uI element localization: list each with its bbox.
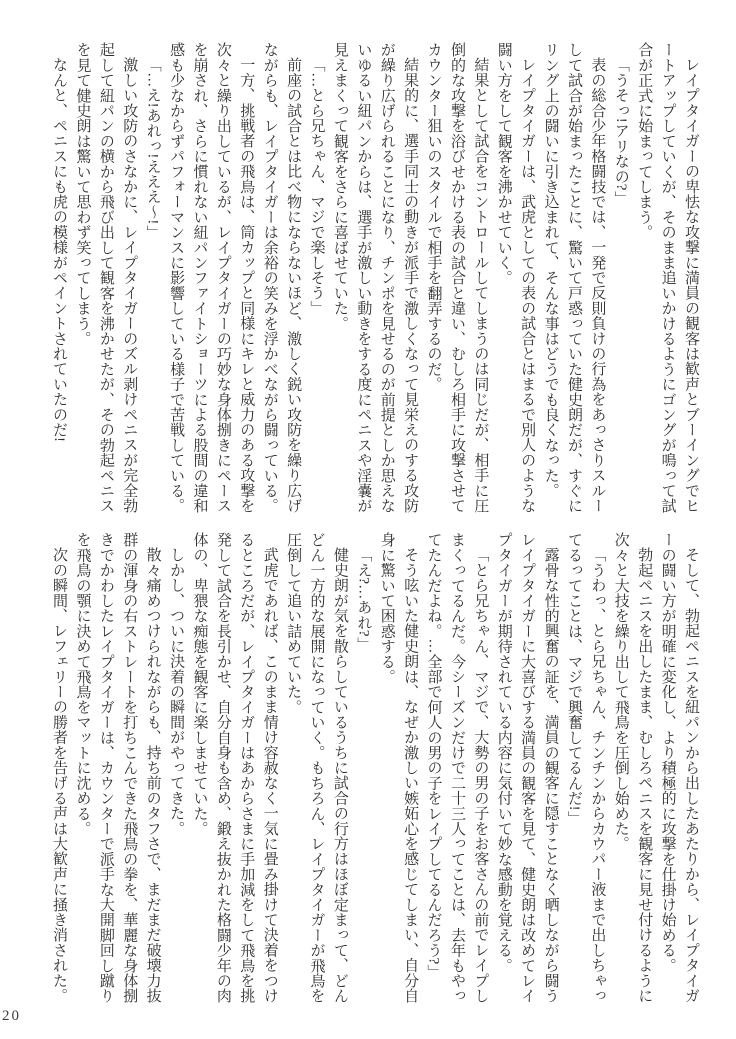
paragraph: 散々痛めつけられながらも、持ち前のタフさで、まだまだ破壊力抜群の渾身の右ストレートを打ちこんできた飛鳥の拳を、華麗な身体捌きでかわしたレイプタイガーは、カウンターで派手な大開脚回し蹴りを飛鳥の顎に決めて飛鳥をマットに沈める。	[74, 532, 161, 1004]
paragraph: 「とら兄ちゃん、マジで、大勢の男の子をお客さんの前でレイプしまくってるんだ。今シーズンだけで二十三人ってことは、去年もやってたんだよね。…全部で何人の男の子をレイプしてるんだろう?」	[425, 532, 489, 1004]
paragraph: 次の瞬間、レフェリーの勝者を告げる声は大歓声に掻き消された。	[51, 547, 68, 1003]
paragraph: 勃起ペニスを出したまま、むしろペニスを観客に見せ付けるように次々と大技を繰り出して飛鳥を圧倒し始めた。	[612, 532, 653, 1003]
paragraph: 「うそっ!アリなの?」	[612, 57, 629, 206]
text-block-lower	[47, 532, 702, 1006]
paragraph: 結果的に、選手同士の動きが派手で激しくなって見栄えのする攻防が繰り広げられることになり、チンポを見せるのが前提としか思えないゆるい紐パンからは、選手が激しい動きをする度にペニスや淫嚢が見えまくって観客をさらに喜ばせていた。	[331, 42, 419, 514]
paragraph: 前座の試合とは比べ物にならないほど、激しく鋭い攻防を繰り広げながらも、レイプタイガーは余裕の笑みを浮かべながら闘っている。	[261, 42, 302, 514]
paragraph: レイプタイガーは、武虎としての表の試合とはまるで別人のような闘い方をして観客を沸かせていく。	[495, 42, 536, 513]
paragraph: 結果として試合をコントロールしてしまうのは同じだが、相手に圧倒的な攻撃を浴びせかける表の試合と違い、むしろ相手に攻撃させてカウンター狙いのスタイルで相手を翻弄するのだ。	[425, 42, 489, 514]
paragraph: なんと、ペニスにも虎の模様がペイントされていたのだ!	[51, 57, 68, 443]
paragraph: レイプタイガーの卑怯な攻撃に満員の観客は歓声とブーイングでヒートアップしていくが、そのまま追いかけるようにゴングが鳴って試合が正式に始まってしまう。	[636, 42, 699, 514]
page-number: 20	[2, 1008, 21, 1024]
paragraph: 「…とら兄ちゃん、マジで楽しそう」	[308, 57, 325, 316]
paragraph: そう呟いた健史朗は、なぜか激しい嫉妬心を感じてしまい、自分自身に驚いて困惑する。	[378, 532, 419, 1003]
paragraph: しかし、ついに決着の瞬間がやってきた。	[168, 547, 185, 836]
paragraph: 「え?…あれ?」	[355, 547, 372, 652]
paragraph: 「…え!あれっ!えええ〜!」	[144, 57, 161, 240]
paragraph: 武虎であれば、このまま情け容赦なく一気に畳み掛けて決着をつけるところだが、レイプタイガーはあからさまに手加減をして飛鳥を挑発して試合を長引かせ、自分自身も含め、鍛え抜かれた格闘少年の肉体の、卑猥な痴態を観客に楽しませていた。	[191, 532, 278, 1004]
paragraph: 健史朗が気を散らしているうちに試合の行方はほぼ定まって、どんどん一方的な展開になっていく。もちろん、レイプタイガーが飛鳥を圧倒して追い詰めていた。	[285, 532, 348, 1004]
paragraph: 激しい攻防のさなかに、レイプタイガーのズル剥けペニスが完全勃起して紐パンの横から飛び出して観客を沸かせたが、その勃起ペニスを見て健史朗は驚いて思わず笑ってしまう。	[74, 42, 138, 514]
paragraph: そして、勃起ペニスを紐パンから出したあたりから、レイプタイガーの闘い方が明確に変化し、より積極的に攻撃を仕掛け始める。	[659, 532, 699, 1003]
paragraph: 表の総合少年格闘技では、一発で反則負けの行為をあっさりスルーして試合が始まったことに、驚いて戸惑っていた健史朗だが、すぐにリング上の闘いに引き込まれて、そんな事はどうでも良くなった。	[542, 42, 606, 514]
paragraph: 一方、挑戦者の飛鳥は、筒カップと同様にキレと威力のある攻撃を次々と繰り出しているが、レイプタイガーの巧妙な身体捌きにペースを崩され、さらに慣れない紐パンファイトショーツによる股間の違和感も少なからずパフォーマンスに影響している様子で苦戦している。	[168, 42, 255, 514]
paragraph: 露骨な性的興奮の証を、満員の観客に隠すことなく晒しながら闘うレイプタイガーに大喜びする満員の観客を見て、健史朗は改めてレイプタイガーが期待されている内容に気付いて妙な感動を覚える。	[495, 532, 559, 1004]
text-block-upper	[47, 42, 702, 516]
paragraph: 「うわっ、とら兄ちゃん、チンチンからカウパー液まで出しちゃってるってことは、マジで興奮してるんだ!」	[565, 532, 606, 1003]
